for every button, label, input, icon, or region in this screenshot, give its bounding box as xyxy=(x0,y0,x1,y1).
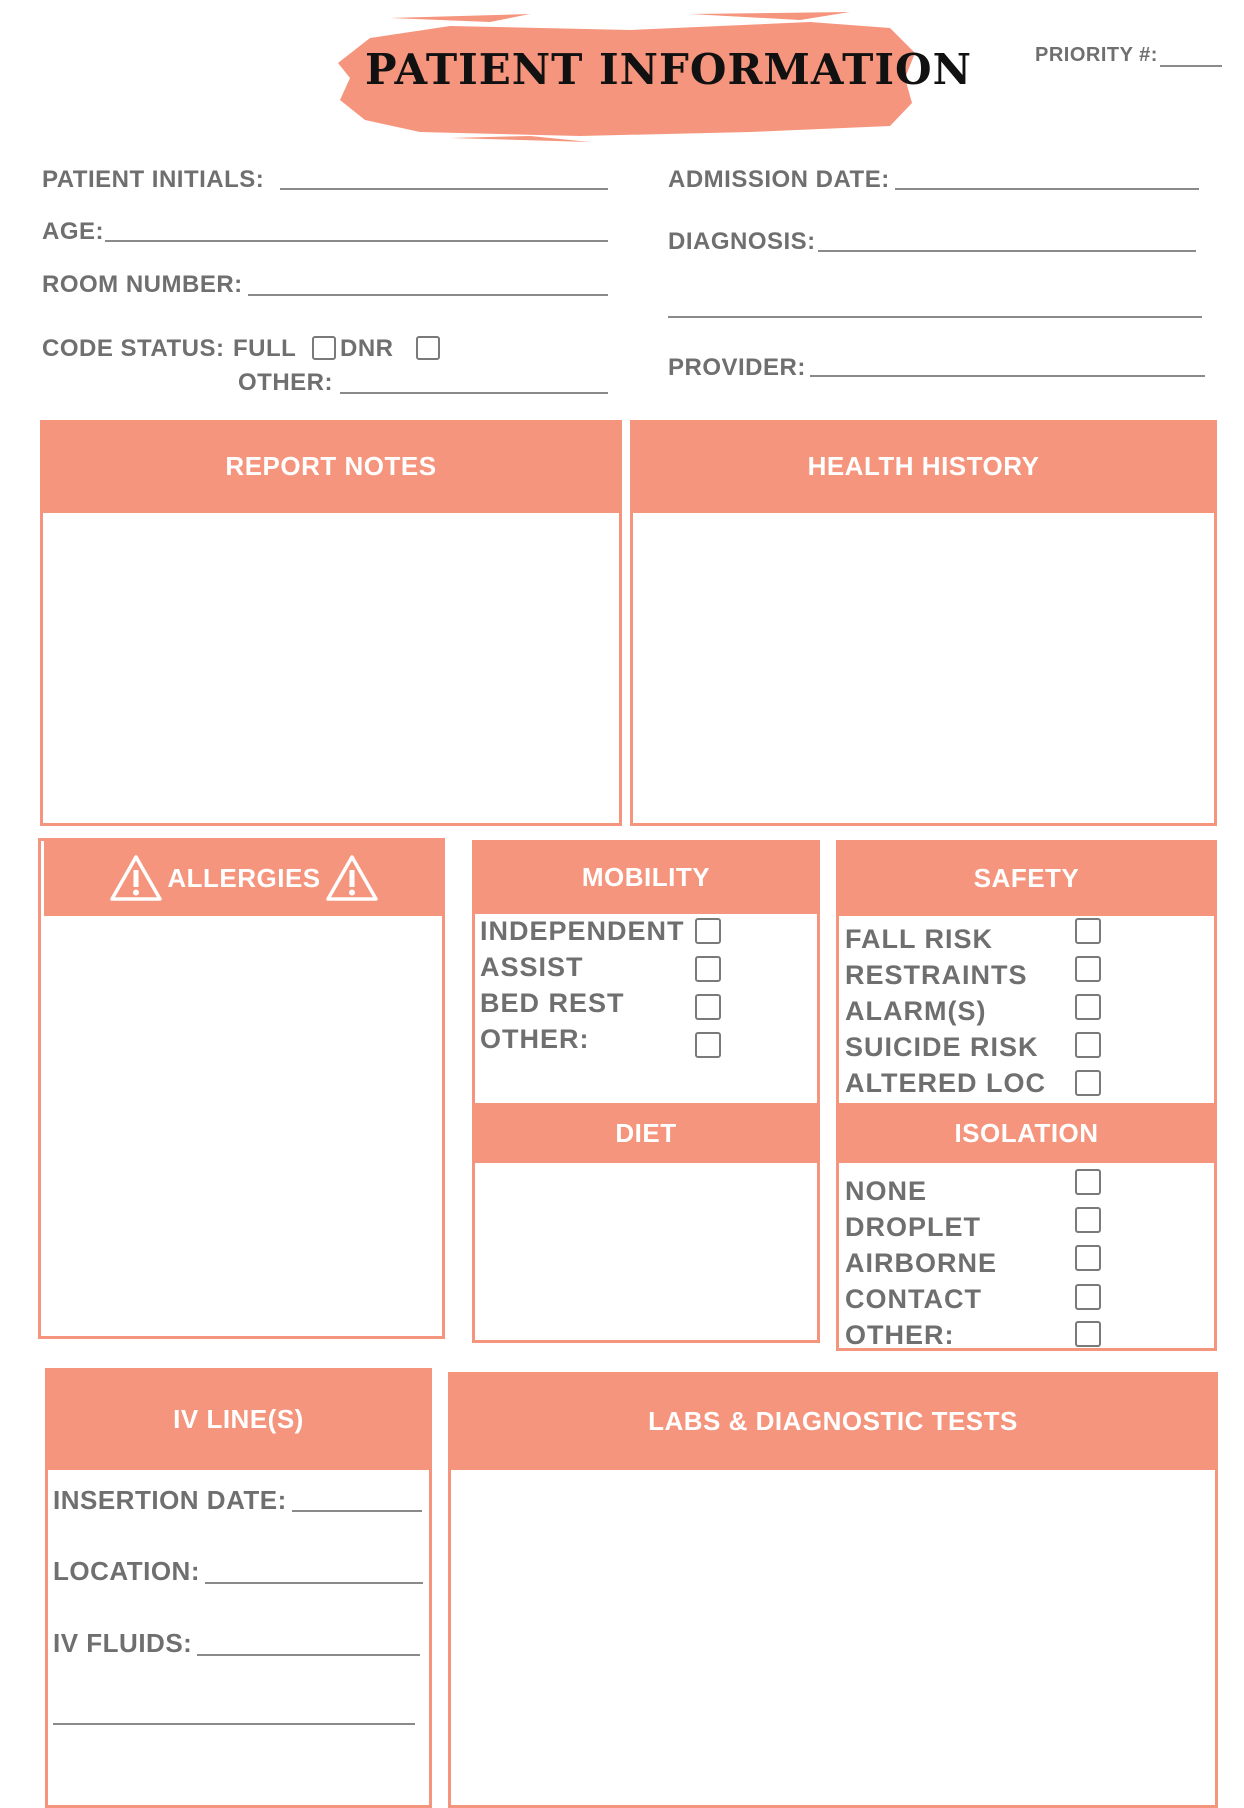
assist-checkbox[interactable] xyxy=(695,956,721,982)
admission-date-label: ADMISSION DATE: xyxy=(668,166,890,193)
safety-item-suicide-risk: SUICIDE RISK xyxy=(845,1032,1039,1062)
page-title: PATIENT INFORMATION xyxy=(365,45,972,94)
altered-loc-checkbox[interactable] xyxy=(1075,1070,1101,1096)
mobility-item-assist: ASSIST xyxy=(480,952,584,982)
diet-header: DIET xyxy=(472,1103,820,1163)
iv-fluids-field[interactable] xyxy=(197,1654,420,1656)
droplet-checkbox[interactable] xyxy=(1075,1207,1101,1233)
independent-checkbox[interactable] xyxy=(695,918,721,944)
code-status-label: CODE STATUS: xyxy=(42,335,225,362)
priority-label: PRIORITY #: xyxy=(1035,44,1158,66)
isolation-item-airborne: AIRBORNE xyxy=(845,1248,998,1278)
priority-field[interactable] xyxy=(1160,65,1222,67)
contact-checkbox[interactable] xyxy=(1075,1284,1101,1310)
isolation-item-droplet: DROPLET xyxy=(845,1212,982,1242)
restraints-checkbox[interactable] xyxy=(1075,956,1101,982)
room-number-field[interactable] xyxy=(248,294,608,296)
fall-risk-checkbox[interactable] xyxy=(1075,918,1101,944)
age-label: AGE: xyxy=(42,218,104,245)
safety-item-alarms: ALARM(S) xyxy=(845,996,987,1026)
safety-header: SAFETY xyxy=(836,840,1217,916)
mobility-item-other: OTHER: xyxy=(480,1024,590,1054)
mobility-item-bed-rest: BED REST xyxy=(480,988,625,1018)
alarms-checkbox[interactable] xyxy=(1075,994,1101,1020)
location-label: LOCATION: xyxy=(53,1556,200,1586)
mobility-other-checkbox[interactable] xyxy=(695,1032,721,1058)
health-history-header: HEALTH HISTORY xyxy=(630,420,1217,513)
iv-lines-header: IV LINE(S) xyxy=(45,1368,432,1470)
safety-item-altered-loc: ALTERED LOC xyxy=(845,1068,1046,1098)
bed-rest-checkbox[interactable] xyxy=(695,994,721,1020)
report-notes-header: REPORT NOTES xyxy=(40,420,622,513)
provider-field[interactable] xyxy=(810,375,1205,377)
warning-triangle-icon xyxy=(109,854,163,902)
airborne-checkbox[interactable] xyxy=(1075,1245,1101,1271)
dnr-label: DNR xyxy=(340,335,394,362)
insertion-date-field[interactable] xyxy=(292,1510,422,1512)
room-number-label: ROOM NUMBER: xyxy=(42,271,243,298)
full-checkbox[interactable] xyxy=(312,336,336,360)
isolation-other-checkbox[interactable] xyxy=(1075,1321,1101,1347)
labs-header: LABS & DIAGNOSTIC TESTS xyxy=(448,1372,1218,1470)
safety-item-fall-risk: FALL RISK xyxy=(845,924,994,954)
iv-fluids-field-continued[interactable] xyxy=(53,1723,415,1725)
diagnosis-field[interactable] xyxy=(818,250,1196,252)
provider-label: PROVIDER: xyxy=(668,354,806,381)
allergies-header xyxy=(44,840,444,916)
allergies-title: ALLERGIES xyxy=(167,862,321,893)
age-field[interactable] xyxy=(105,240,608,242)
isolation-item-none: NONE xyxy=(845,1176,928,1206)
full-label: FULL xyxy=(233,335,297,362)
iv-fluids-label: IV FLUIDS: xyxy=(53,1628,193,1658)
safety-item-restraints: RESTRAINTS xyxy=(845,960,1028,990)
other-code-label: OTHER: xyxy=(238,369,333,396)
admission-date-field[interactable] xyxy=(895,188,1199,190)
isolation-item-contact: CONTACT xyxy=(845,1284,982,1314)
dnr-checkbox[interactable] xyxy=(416,336,440,360)
mobility-item-independent: INDEPENDENT xyxy=(480,916,685,946)
none-checkbox[interactable] xyxy=(1075,1169,1101,1195)
diagnosis-label: DIAGNOSIS: xyxy=(668,228,816,255)
insertion-date-label: INSERTION DATE: xyxy=(53,1485,287,1515)
location-field[interactable] xyxy=(205,1582,423,1584)
diagnosis-field-continued[interactable] xyxy=(668,316,1202,318)
suicide-risk-checkbox[interactable] xyxy=(1075,1032,1101,1058)
patient-initials-field[interactable] xyxy=(280,188,608,190)
mobility-header: MOBILITY xyxy=(472,840,820,914)
other-code-field[interactable] xyxy=(340,392,608,394)
warning-triangle-icon xyxy=(325,854,379,902)
isolation-item-other: OTHER: xyxy=(845,1320,955,1350)
isolation-header: ISOLATION xyxy=(836,1103,1217,1163)
patient-initials-label: PATIENT INITIALS: xyxy=(42,166,265,193)
